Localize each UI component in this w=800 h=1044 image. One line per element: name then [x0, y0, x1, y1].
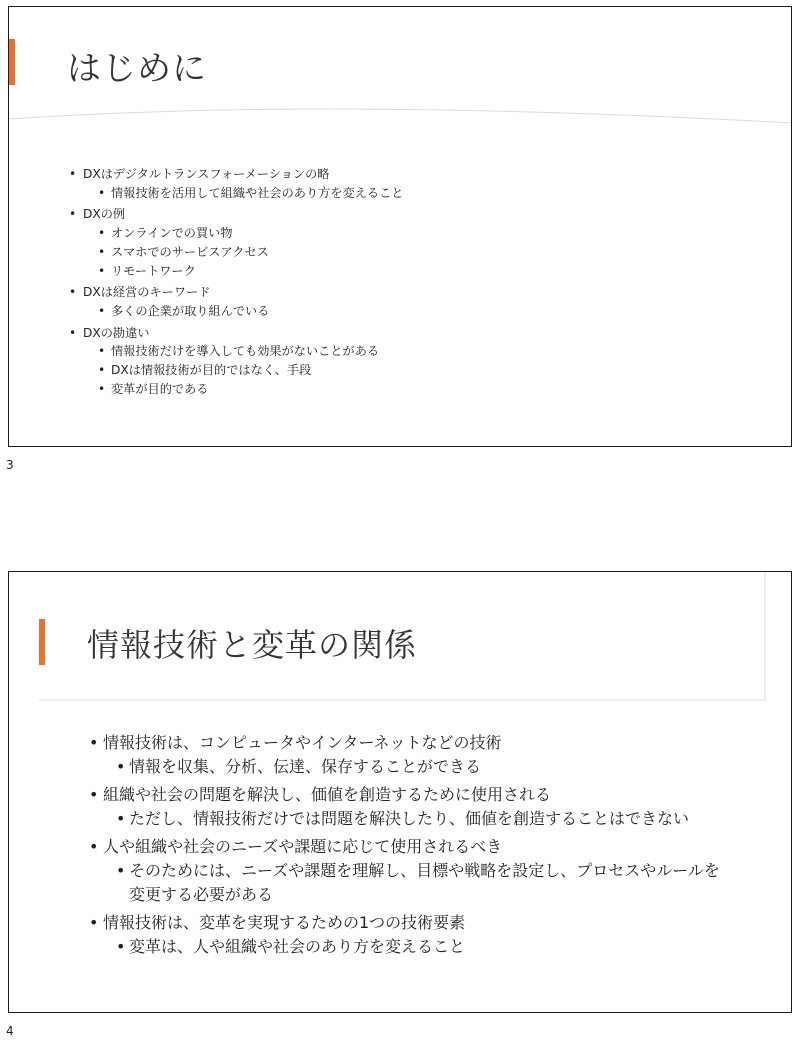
bullet-item: • DXはデジタルトランスフォーメーションの略	[67, 165, 404, 184]
sub-bullet-item: • ただし、情報技術だけでは問題を解決したり、価値を創造することはできない	[87, 807, 729, 831]
bullet-item: • 情報技術は、変革を実現するための1つの技術要素	[87, 911, 729, 935]
bullet-list	[67, 165, 404, 398]
title-accent-bar	[39, 619, 45, 665]
bullet-list	[87, 731, 729, 958]
bullet-item: • DXの勘違い	[67, 324, 404, 343]
slide-title: 情報技術と変革の関係	[87, 626, 418, 664]
bullet-item: • 組織や社会の問題を解決し、価値を創造するために使用される	[87, 783, 729, 807]
sub-bullet-item: • 多くの企業が取り組んでいる	[67, 302, 404, 321]
slide-3	[8, 6, 792, 447]
sub-bullet-item: • 情報を収集、分析、伝達、保存することができる	[87, 755, 729, 779]
sub-bullet-item: • オンラインでの買い物	[67, 224, 404, 243]
bullet-item: • 情報技術は、コンピュータやインターネットなどの技術	[87, 731, 729, 755]
page-number: 3	[6, 458, 14, 472]
slide-title: はじめに	[67, 49, 207, 89]
sub-bullet-item: • 変革は、人や組織や社会のあり方を変えること	[87, 935, 729, 959]
sub-bullet-item: • スマホでのサービスアクセス	[67, 243, 404, 262]
bullet-item: • 人や組織や社会のニーズや課題に応じて使用されるべき	[87, 835, 729, 859]
bullet-item: • DXは経営のキーワード	[67, 283, 404, 302]
title-accent-bar	[9, 39, 15, 85]
slide-4	[8, 571, 792, 1013]
sub-bullet-item: • リモートワーク	[67, 262, 404, 281]
sub-bullet-item: • 変革が目的である	[67, 380, 404, 399]
sub-bullet-item: • 情報技術だけを導入しても効果がないことがある	[67, 342, 404, 361]
page-number: 4	[6, 1024, 14, 1038]
bullet-item: • DXの例	[67, 205, 404, 224]
sub-bullet-item: • 情報技術を活用して組織や社会のあり方を変えること	[67, 184, 404, 203]
sub-bullet-item: • DXは情報技術が目的ではなく、手段	[67, 361, 404, 380]
sub-bullet-item: • そのためには、ニーズや課題を理解し、目標や戦略を設定し、プロセスやルールを変更する必要がある	[87, 859, 729, 906]
